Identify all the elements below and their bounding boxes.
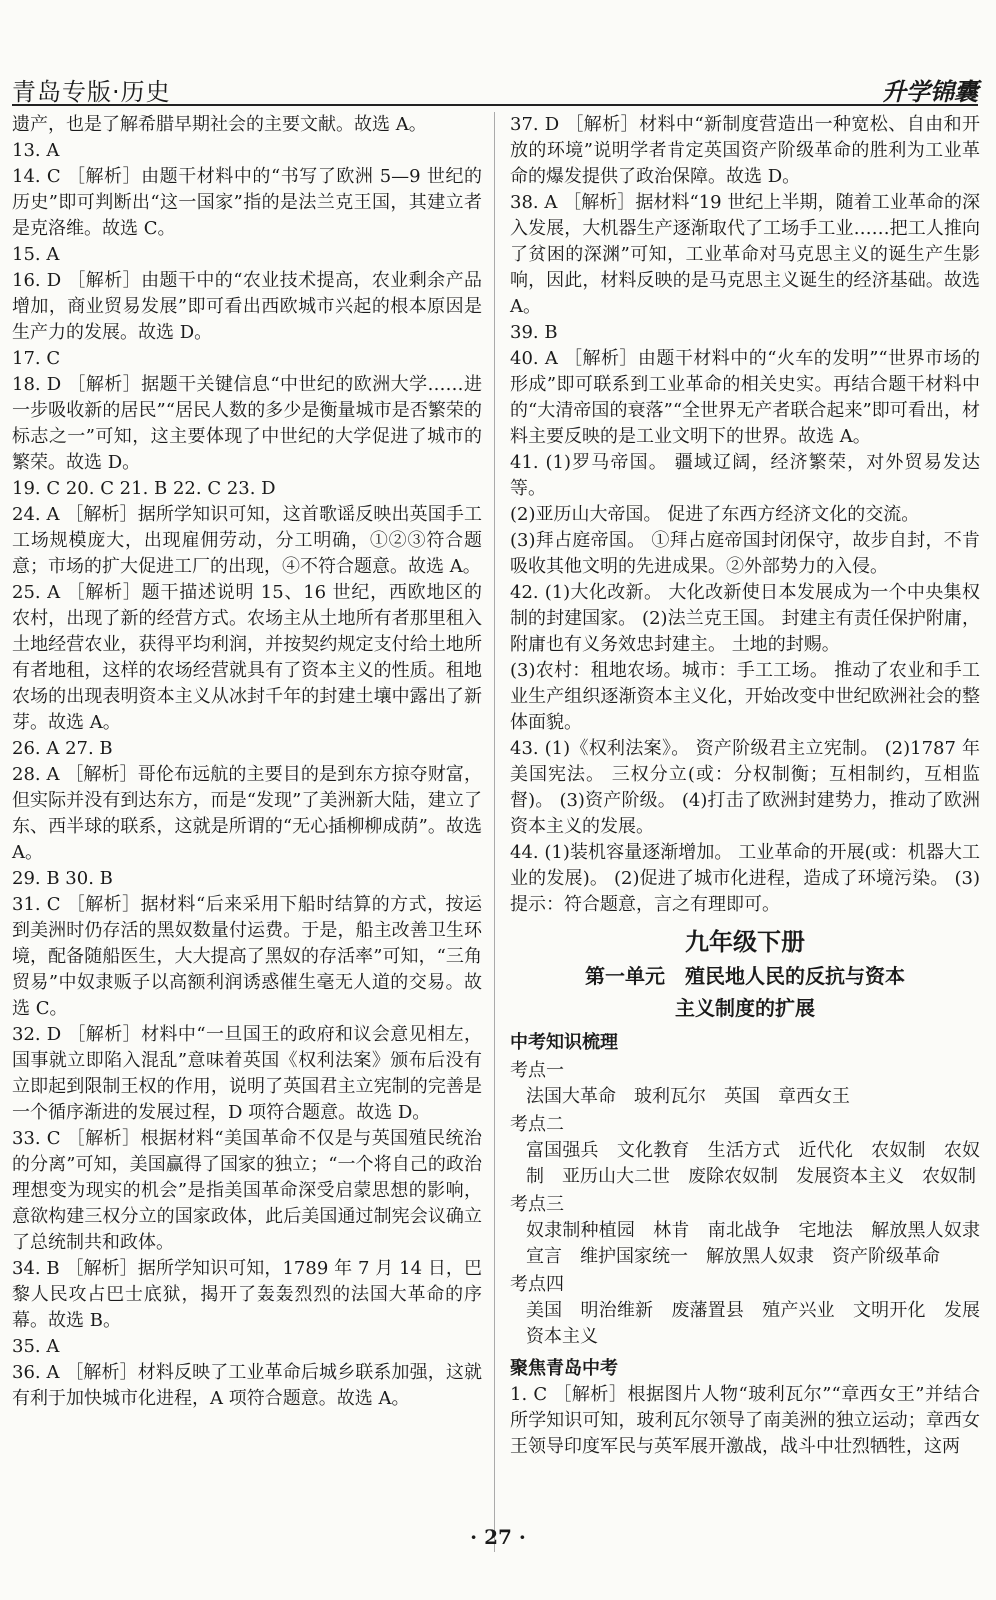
answer-item: 39. B: [510, 322, 558, 343]
answer-item: 32. D ［解析］材料中“一旦国王的政府和议会意见相左，国事就立即陷入混乱”意味着英国《权利法案》颁布后没有立即起到限制王权的作用，说明了英国君主立宪制的完善是一个循序渐进的发展过程，D 项符合题意。故选 D。: [12, 1024, 482, 1123]
answer-item: 38. A ［解析］据材料“19 世纪上半期，随着工业革命的深入发展，大机器生产逐渐取代了工场手工业……把工人推向了贫困的深渊”可知，工业革命对马克思主义的诞生产生影响，因此，材料反映的是马克思主义诞生的经济基础。故选 A。: [510, 192, 980, 317]
knowledge-point-items: 富国强兵 文化教育 生活方式 近代化 农奴制 农奴制 亚历山大二世 废除农奴制 发展资本主义 农奴制: [526, 1140, 980, 1187]
knowledge-point-title: 考点四: [510, 1274, 564, 1295]
answer-item: 37. D ［解析］材料中“新制度营造出一种宽松、自由和开放的环境”说明学者肯定英国资产阶级革命的胜利为工业革命的爆发提供了政治保障。故选 D。: [510, 114, 980, 187]
answer-item: 1. C ［解析］根据图片人物“玻利瓦尔”“章西女王”并结合所学知识可知，玻利瓦尔领导了南美洲的独立运动；章西女王领导印度军民与英军展开激战，战斗中壮烈牺牲，这两: [510, 1384, 980, 1457]
knowledge-point-items: 美国 明治维新 废藩置县 殖产兴业 文明开化 发展资本主义: [526, 1300, 980, 1347]
answer-item: 34. B ［解析］据所学知识可知，1789 年 7 月 14 日，巴黎人民攻占巴士底狱，揭开了轰轰烈烈的法国大革命的序幕。故选 B。: [12, 1258, 482, 1331]
page-number: · 27 ·: [470, 1525, 526, 1549]
knowledge-point-title: 考点三: [510, 1194, 564, 1215]
answer-item: 遗产，也是了解希腊早期社会的主要文献。故选 A。: [12, 114, 427, 135]
header-right-title: 升学锦囊: [882, 78, 978, 106]
page-header: [12, 70, 978, 106]
knowledge-point-title: 考点二: [510, 1114, 564, 1135]
answer-item: 26. A 27. B: [12, 738, 113, 759]
right-column: [510, 112, 980, 1460]
answer-item: 44. (1)装机容量逐渐增加。 工业革命的开展(或：机器大工业的发展)。 (2)促进了城市化进程，造成了环境污染。 (3)提示：符合题意，言之有理即可。: [510, 842, 980, 915]
answer-item: 16. D ［解析］由题干中的“农业技术提高，农业剩余产品增加，商业贸易发展”即可看出西欧城市兴起的根本原因是生产力的发展。故选 D。: [12, 270, 482, 343]
answer-item: 15. A: [12, 244, 60, 265]
section-heading-knowledge: 中考知识梳理: [510, 1032, 618, 1053]
answer-item: 18. D ［解析］据题干关键信息“中世纪的欧洲大学……进一步吸收新的居民”“居民人数的多少是衡量城市是否繁荣的标志之一”可知，这主要体现了中世纪的大学促进了城市的繁荣。故选 D。: [12, 374, 482, 473]
answer-item: 42. (1)大化改新。 大化改新使日本发展成为一个中央集权制的封建国家。 (2)法兰克王国。 封建主有责任保护附庸，附庸也有义务效忠封建主。 土地的封赐。: [510, 582, 980, 655]
answer-item: 28. A ［解析］哥伦布远航的主要目的是到东方掠夺财富，但实际并没有到达东方，而是“发现”了美洲新大陆，建立了东、西半球的联系，这就是所谓的“无心插柳柳成荫”。故选 A。: [12, 764, 482, 863]
column-divider: [494, 112, 495, 1552]
answer-item: 17. C: [12, 348, 61, 369]
answer-item: 19. C 20. C 21. B 22. C 23. D: [12, 478, 276, 499]
header-left-title: 青岛专版·历史: [12, 78, 171, 106]
answer-item: 40. A ［解析］由题干材料中的“火车的发明”“世界市场的形成”即可联系到工业革命的相关史实。再结合题干材料中的“大清帝国的衰落”“全世界无产者联合起来”即可看出，材料主要反映的是工业文明下的世界。故选 A。: [510, 348, 980, 447]
answer-item: (2)亚历山大帝国。 促进了东西方经济文化的交流。: [510, 504, 920, 525]
answer-item: 35. A: [12, 1336, 60, 1357]
unit-title-line-2: 主义制度的扩展: [675, 996, 815, 1020]
answer-item: 29. B 30. B: [12, 868, 113, 889]
left-column: [12, 112, 482, 1412]
answer-item: 13. A: [12, 140, 60, 161]
section-heading-exam: 聚焦青岛中考: [510, 1358, 618, 1379]
knowledge-point-title: 考点一: [510, 1060, 564, 1081]
answer-item: 24. A ［解析］据所学知识可知，这首歌谣反映出英国手工工场规模庞大，出现雇佣劳动，分工明确，①②③符合题意；市场的扩大促进工厂的出现，④不符合题意。故选 A。: [12, 504, 482, 577]
answer-item: 25. A ［解析］题干描述说明 15、16 世纪，西欧地区的农村，出现了新的经营方式。农场主从土地所有者那里租入土地经营农业，获得平均利润，并按契约规定支付给土地所有者地租，这样的农场经营就具有了资本主义的性质。租地农场的出现表明资本主义从冰封千年的封建土壤中露出了新芽。故选 A。: [12, 582, 482, 733]
knowledge-point-items: 奴隶制种植园 林肯 南北战争 宅地法 解放黑人奴隶宣言 维护国家统一 解放黑人奴隶 资产阶级革命: [526, 1220, 980, 1267]
answer-item: 43. (1)《权利法案》。 资产阶级君主立宪制。 (2)1787 年美国宪法。 三权分立(或：分权制衡；互相制约，互相监督)。 (3)资产阶级。 (4)打击了欧洲封建势力，推动了欧洲资本主义的发展。: [510, 738, 980, 837]
unit-title-line-1: 第一单元 殖民地人民的反抗与资本: [585, 964, 905, 988]
answer-item: (3)拜占庭帝国。 ①拜占庭帝国封闭保守，故步自封，不肯吸收其他文明的先进成果。②外部势力的入侵。: [510, 530, 980, 577]
knowledge-point-items: 法国大革命 玻利瓦尔 英国 章西女王: [526, 1086, 850, 1107]
answer-item: 14. C ［解析］由题干材料中的“书写了欧洲 5—9 世纪的历史”即可判断出“这一国家”指的是法兰克王国，其建立者是克洛维。故选 C。: [12, 166, 482, 239]
answer-item: 33. C ［解析］根据材料“美国革命不仅是与英国殖民统治的分离”可知，美国赢得了国家的独立；“一个将自己的政治理想变为现实的机会”是指美国革命深受启蒙思想的影响，意欲构建三权分立的国家政体，此后美国通过制宪会议确立了总统制共和政体。: [12, 1128, 482, 1253]
answer-item: (3)农村：租地农场。城市：手工工场。 推动了农业和手工业生产组织逐渐资本主义化，开始改变中世纪欧洲社会的整体面貌。: [510, 660, 980, 733]
answer-item: 36. A ［解析］材料反映了工业革命后城乡联系加强，这就有利于加快城市化进程，A 项符合题意。故选 A。: [12, 1362, 482, 1409]
grade-title: 九年级下册: [685, 928, 805, 956]
answer-item: 31. C ［解析］据材料“后来采用下船时结算的方式，按运到美洲时仍存活的黑奴数量付运费。于是，船主改善卫生环境，配备随船医生，大大提高了黑奴的存活率”可知，“三角贸易”中奴隶贩子以高额利润诱惑催生毫无人道的交易。故选 C。: [12, 894, 482, 1019]
answer-item: 41. (1)罗马帝国。 疆域辽阔，经济繁荣，对外贸易发达等。: [510, 452, 980, 499]
